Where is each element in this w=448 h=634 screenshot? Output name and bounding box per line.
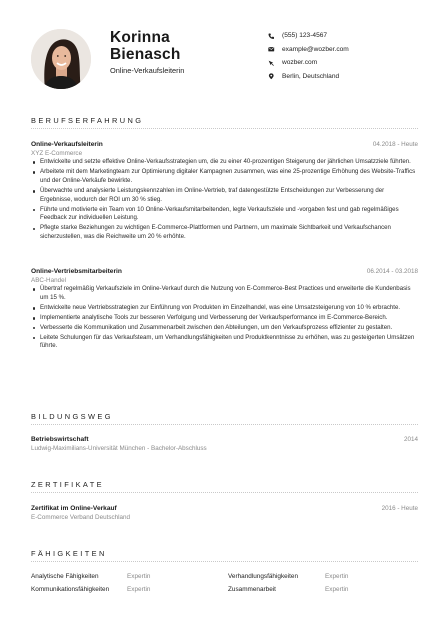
section-title-education: BILDUNGSWEG xyxy=(31,412,113,421)
contact-phone xyxy=(268,29,349,43)
skill-level: Expertin xyxy=(127,586,151,593)
last-name: Bienasch xyxy=(110,46,181,63)
education-school: Ludwig-Maximilians-Universität München - Bachelor-Abschluss xyxy=(31,445,207,452)
section-title-certificates: ZERTIFIKATE xyxy=(31,480,104,489)
experience-1-bullets xyxy=(31,158,418,243)
website-text[interactable]: wozber.com xyxy=(282,59,318,67)
certificate-name: Zertifikat im Online-Verkauf xyxy=(31,505,117,512)
experience-2-company: ABC-Handel xyxy=(31,277,66,284)
bullet-item: Verbesserte die Kommunikation und Zusammenarbeit zwischen den Abteilungen, um den Verkaufsprozess effizienter zu gestalten. xyxy=(31,324,418,333)
email-text[interactable]: example@wozber.com xyxy=(282,45,349,53)
mail-icon xyxy=(268,46,282,53)
skill-level: Expertin xyxy=(325,573,349,580)
bullet-item: Überwachte und analysierte Leistungskennzahlen im Online-Vertrieb, traf datengestützte Entscheidungen zur Verbesserung der Ergebnisse, wodurch der ROI um 30 % stieg. xyxy=(31,187,418,205)
skill-name: Analytische Fähigkeiten xyxy=(31,573,99,580)
skill-name: Kommunikationsfähigkeiten xyxy=(31,586,110,593)
phone-text: (555) 123-4567 xyxy=(282,32,328,40)
certificate-issuer: E-Commerce Verband Deutschland xyxy=(31,514,131,521)
experience-2-bullets xyxy=(31,285,418,352)
contact-website xyxy=(268,56,349,70)
job-title: Online-Verkaufsleiterin xyxy=(110,66,185,75)
bullet-item: Leitete Schulungen für das Verkaufsteam, um Verhandlungsfähigkeiten und Produktkenntnisse zu erhöhen, was zu gesteigerten Umsätzen führte. xyxy=(31,334,418,352)
skill-level: Expertin xyxy=(127,573,151,580)
education-dates: 2014 xyxy=(403,436,418,443)
skill-level: Expertin xyxy=(325,586,349,593)
bullet-item: Entwickelte und setzte effektive Online-Verkaufsstrategien um, die zu einer 40-prozentigen Steigerung der jährlichen Umsatzziele führten. xyxy=(31,158,418,167)
location-pin-icon xyxy=(268,73,282,80)
skill-name: Verhandlungsfähigkeiten xyxy=(228,573,298,580)
first-name: Korinna xyxy=(110,29,170,46)
phone-icon xyxy=(268,33,282,40)
experience-2-dates: 06.2014 - 03.2018 xyxy=(366,268,418,275)
section-divider xyxy=(31,561,418,562)
link-icon xyxy=(268,60,282,67)
section-divider xyxy=(31,424,418,425)
contact-location xyxy=(268,70,349,84)
bullet-item: Entwickelte neue Vertriebsstrategien zur Einführung von Produkten im Einzelhandel, was eine Umsatzsteigerung von 10 % erbrachte. xyxy=(31,304,418,313)
experience-1-dates: 04.2018 - Heute xyxy=(372,141,418,148)
section-divider xyxy=(31,492,418,493)
bullet-item: Arbeitete mit dem Marketingteam zur Optimierung digitaler Kampagnen zusammen, was eine 25-prozentige Erhöhung des Website-Traffics und der Online-Verkäufe bewirkte. xyxy=(31,168,418,186)
skill-name: Zusammenarbeit xyxy=(228,586,276,593)
certificate-dates: 2016 - Heute xyxy=(381,505,418,512)
experience-1-position: Online-Verkaufsleiterin xyxy=(31,141,103,148)
section-divider xyxy=(31,128,418,129)
candidate-name xyxy=(110,29,181,63)
bullet-item: Übertraf regelmäßig Verkaufsziele im Online-Verkauf durch die Nutzung von E-Commerce-Best Practices und erweiterte die Kundenbasis um 15 %. xyxy=(31,285,418,303)
experience-1-company: XYZ E-Commerce xyxy=(31,150,83,157)
bullet-item: Pflegte starke Beziehungen zu wichtigen E-Commerce-Plattformen und Partnern, um maximale Sichtbarkeit und Verkaufschancen sicherzustellen, was die Reichweite um 20 % erhöhte. xyxy=(31,224,418,242)
education-degree: Betriebswirtschaft xyxy=(31,436,89,443)
profile-photo xyxy=(31,29,91,89)
experience-2-position: Online-Vertriebsmitarbeiterin xyxy=(31,268,122,275)
bullet-item: Implementierte analytische Tools zur besseren Verfolgung und Verbesserung der Verkaufsperformance im E-Commerce-Bereich. xyxy=(31,314,418,323)
contact-email xyxy=(268,43,349,57)
bullet-item: Führte und motivierte ein Team von 10 Online-Verkaufsmitarbeitenden, legte Verkaufsziele und -vorgaben fest und gab regelmäßiges Feedback zur individuellen Leistung. xyxy=(31,206,418,224)
location-text: Berlin, Deutschland xyxy=(282,73,340,81)
section-title-skills: FÄHIGKEITEN xyxy=(31,549,107,558)
section-title-experience: BERUFSERFAHRUNG xyxy=(31,116,144,125)
contact-list xyxy=(268,29,349,83)
